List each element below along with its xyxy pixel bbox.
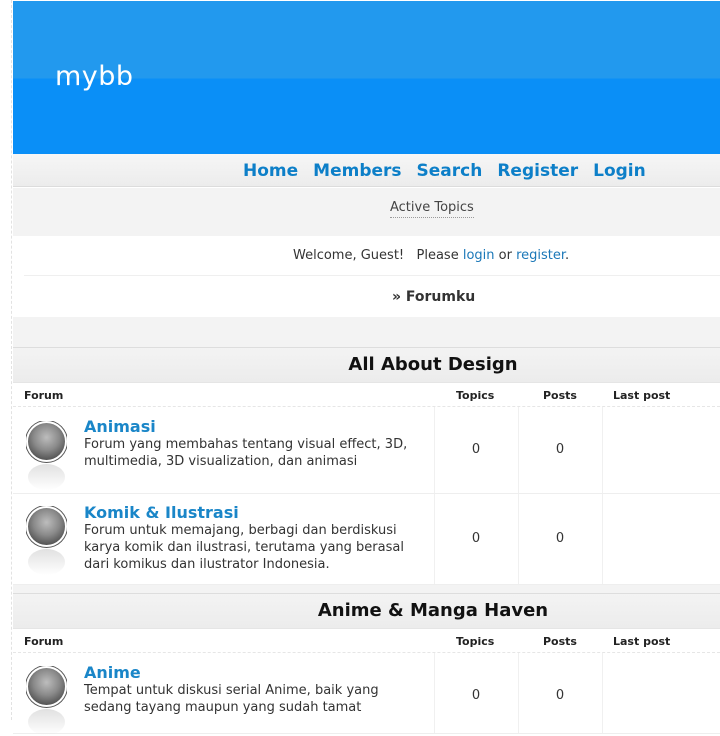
- forum-link-animasi[interactable]: Animasi: [84, 417, 156, 436]
- welcome-panel: [24, 237, 720, 317]
- forum-topics-count: 0: [471, 442, 481, 457]
- column-separator: [518, 407, 519, 493]
- category-title[interactable]: All About Design: [348, 354, 518, 375]
- register-link[interactable]: register: [516, 248, 566, 263]
- site-header: [13, 1, 720, 154]
- column-separator: [602, 407, 603, 493]
- welcome-message: [293, 248, 569, 263]
- nav-register-link[interactable]: Register: [497, 161, 579, 181]
- column-separator: [518, 653, 519, 733]
- login-link[interactable]: login: [462, 248, 495, 263]
- column-separator: [434, 653, 435, 733]
- column-separator: [602, 653, 603, 733]
- column-posts: Posts: [543, 635, 577, 648]
- forum-row-anime: [13, 653, 720, 734]
- column-posts: Posts: [543, 389, 577, 402]
- forum-link-komik-ilustrasi[interactable]: Komik & Ilustrasi: [84, 503, 239, 522]
- category-title-bar: [13, 347, 720, 383]
- category-anime-manga-haven: [13, 593, 720, 720]
- column-separator: [602, 494, 603, 584]
- column-last-post: Last post: [613, 389, 671, 402]
- breadcrumb[interactable]: » Forumku: [392, 289, 476, 305]
- column-topics: Topics: [456, 389, 495, 402]
- forum-status-icon: [26, 506, 67, 576]
- column-topics: Topics: [456, 635, 495, 648]
- forum-posts-count: 0: [555, 688, 565, 703]
- forum-status-icon: [26, 421, 67, 491]
- forum-description: Tempat untuk diskusi serial Anime, baik yang sedang tayang maupun yang sudah tamat: [84, 683, 379, 715]
- forum-description: Forum yang membahas tentang visual effect, 3D, multimedia, 3D visualization, dan animasi: [84, 437, 408, 469]
- forum-row-komik-ilustrasi: [13, 494, 720, 585]
- nav-links: [243, 161, 661, 181]
- section-spacer: [13, 585, 720, 593]
- nav-search-link[interactable]: Search: [416, 161, 483, 181]
- forum-posts-count: 0: [555, 442, 565, 457]
- divider: [24, 275, 720, 276]
- column-separator: [434, 494, 435, 584]
- column-separator: [434, 407, 435, 493]
- column-forum: Forum: [24, 635, 64, 648]
- page-left-edge: [0, 0, 12, 720]
- active-topics-link[interactable]: Active Topics: [390, 200, 474, 218]
- category-title-bar: [13, 593, 720, 629]
- column-separator: [518, 494, 519, 584]
- forum-topics-count: 0: [471, 531, 481, 546]
- forum-posts-count: 0: [555, 531, 565, 546]
- welcome-suffix: .: [565, 248, 570, 263]
- forum-description: Forum untuk memajang, berbagi dan berdiskusi karya komik dan ilustrasi, terutama yang berasal dari komikus dan ilustrator Indonesia.: [84, 523, 404, 572]
- sub-navigation: [13, 188, 720, 236]
- main-navigation: [13, 154, 720, 187]
- column-last-post: Last post: [613, 635, 671, 648]
- column-headers: [13, 383, 720, 407]
- welcome-or: or: [494, 248, 517, 263]
- forum-status-icon: [26, 666, 67, 736]
- page-container: [13, 0, 720, 720]
- welcome-prefix: Welcome, Guest! Please: [293, 248, 463, 263]
- nav-home-link[interactable]: Home: [243, 161, 299, 181]
- nav-members-link[interactable]: Members: [313, 161, 402, 181]
- site-logo[interactable]: mybb: [55, 61, 134, 92]
- nav-login-link[interactable]: Login: [593, 161, 646, 181]
- column-headers: [13, 629, 720, 653]
- forum-topics-count: 0: [471, 688, 481, 703]
- category-all-about-design: [13, 347, 720, 585]
- section-spacer: [13, 317, 720, 347]
- column-forum: Forum: [24, 389, 64, 402]
- forum-link-anime[interactable]: Anime: [84, 663, 141, 682]
- forum-row-animasi: [13, 407, 720, 494]
- category-title[interactable]: Anime & Manga Haven: [317, 600, 549, 621]
